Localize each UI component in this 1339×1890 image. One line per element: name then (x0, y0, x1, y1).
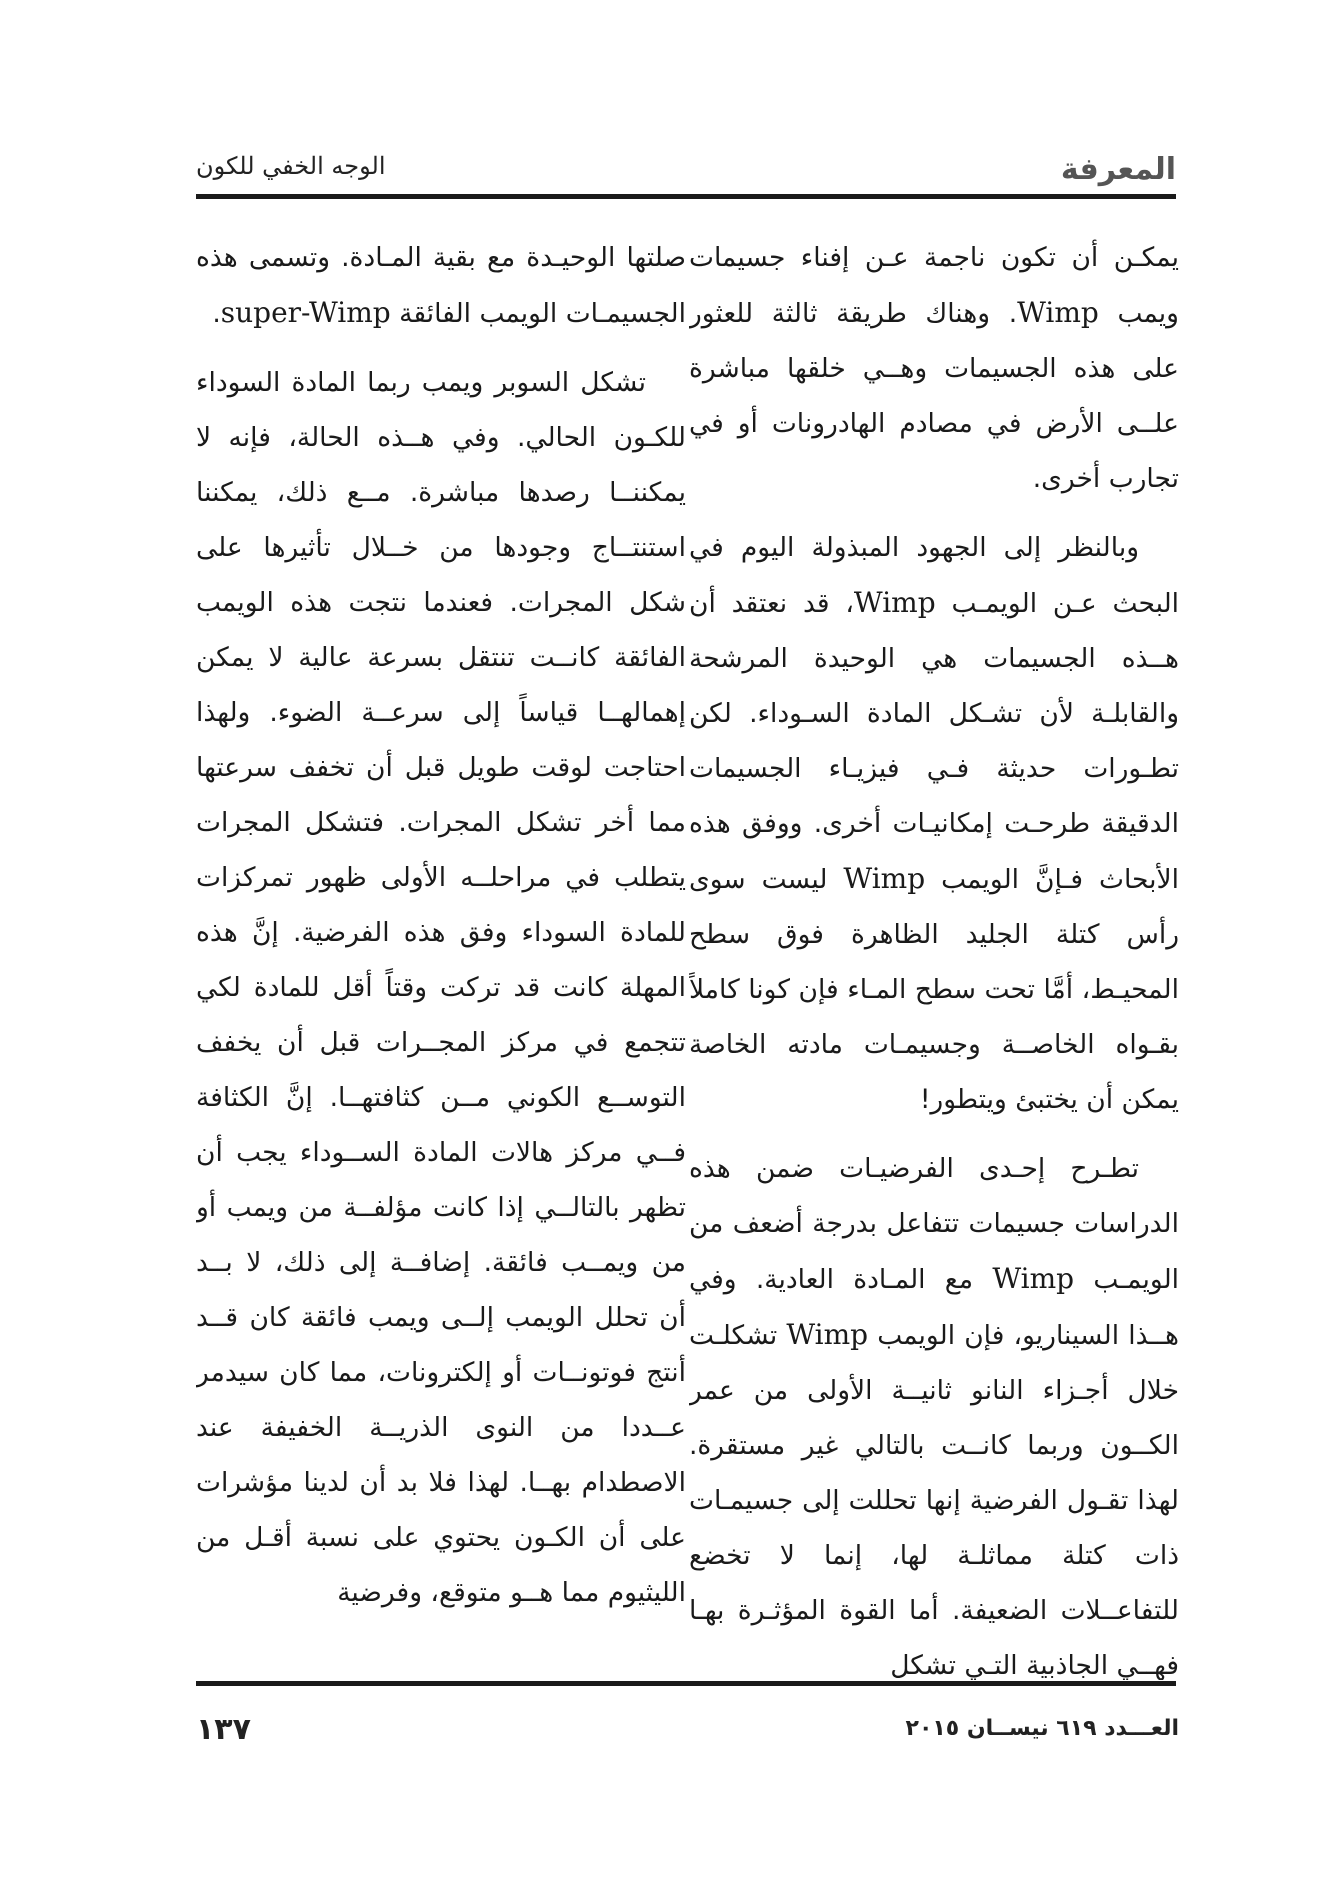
article-column-right (689, 230, 1179, 1680)
issue-info: العـــدد ٦١٩ نيســان ٢٠١٥ (905, 1716, 1179, 1741)
magazine-logo: المعرفة (1060, 152, 1176, 187)
paragraph: تطـرح إحـدى الفرضيـات ضمن هذه الدراسات جسيمات تتفاعل بدرجة أضعف من الويمـب Wimp مع المـادة العادية. وفي هــذا السيناريو، فإن الويمب Wimp تشكلـت خلال أجـزاء النانو ثانيــة الأولى من عمر الكــون وربما كانــت بالتالي غير مستقرة. لهذا تقـول الفرضية إنها تحللت إلى جسيمـات ذات كتلة مماثلـة لها، إنما لا تخضع للتفاعــلات الضعيفة. أما القوة المؤثـرة بهـا فهــي الجاذبية التـي تشكل (689, 1153, 1179, 1680)
paragraph: صلتها الوحيـدة مع بقية المـادة. وتسمى هذه الجسيمـات الويمب الفائقة super-Wimp. (196, 242, 686, 329)
article-column-left (196, 230, 686, 1680)
page-header (196, 150, 1176, 196)
paragraph: وبالنظر إلى الجهود المبذولة اليوم في البحث عـن الويمـب Wimp، قد نعتقد أن هــذه الجسيمات هي الوحيدة المرشحة والقابلـة لأن تشـكل المادة السـوداء. لكن تطـورات حديثة فـي فيزيـاء الجسيمات الدقيقة طرحـت إمكانيـات أخرى. ووفق هذه الأبحاث فـإنَّ الويمب Wimp ليست سوى رأس كتلة الجليد الظاهرة فوق سطح المحيـط، أمَّا تحت سطح المـاء فإن كونا كاملاً بقـواه الخاصــة وجسيمـات مادته الخاصة يمكن أن يختبئ ويتطور! (689, 532, 1179, 1115)
paragraph: تشكل السوبر ويمب ربما المادة السوداء للكـون الحالي. وفي هــذه الحالة، فإنه لا يمكننــا رصدها مباشرة. مــع ذلك، يمكننا استنتــاج وجودها من خــلال تأثيرها على شكل المجرات. فعندما نتجت هذه الويمب الفائقة كانــت تنتقل بسرعة عالية لا يمكن إهمالهــا قياساً إلى سرعــة الضوء. ولهذا احتاجت لوقت طويل قبل أن تخفف سرعتها مما أخر تشكل المجرات. فتشكل المجرات يتطلب في مراحلــه الأولى ظهور تمركزات للمادة السوداء وفق هذه الفرضية. إنَّ هذه المهلة كانت قد تركت وقتاً أقل للمادة لكي تتجمع في مركز المجــرات قبل أن يخفف التوســع الكوني مــن كثافتهــا. إنَّ الكثافة فــي مركز هالات المادة الســوداء يجب أن تظهر بالتالــي إذا كانت مؤلفــة من ويمب أو من ويمــب فائقة. إضافــة إلى ذلك، لا بــد أن تحلل الويمب إلــى ويمب فائقة كان قــد أنتج فوتونــات أو إلكترونات، مما كان سيدمر عــددا من النوى الذريــة الخفيفة عند الاصطدام بهــا. لهذا فلا بد أن لدينا مؤشرات على أن الكـون يحتوي على نسبة أقـل من الليثيوم مما هــو متوقع، وفرضية (196, 367, 686, 1608)
running-title: الوجه الخفي للكون (196, 152, 386, 180)
header-rule (196, 194, 1176, 199)
page-number: ١٣٧ (196, 1712, 251, 1747)
paragraph: يمكـن أن تكون ناجمة عـن إفناء جسيمات ويمب Wimp. وهناك طريقة ثالثة للعثور على هذه الجسيمات وهــي خلقها مباشرة علــى الأرض في مصادم الهادرونات أو في تجارب أخرى. (689, 242, 1179, 494)
footer-rule (196, 1681, 1176, 1686)
